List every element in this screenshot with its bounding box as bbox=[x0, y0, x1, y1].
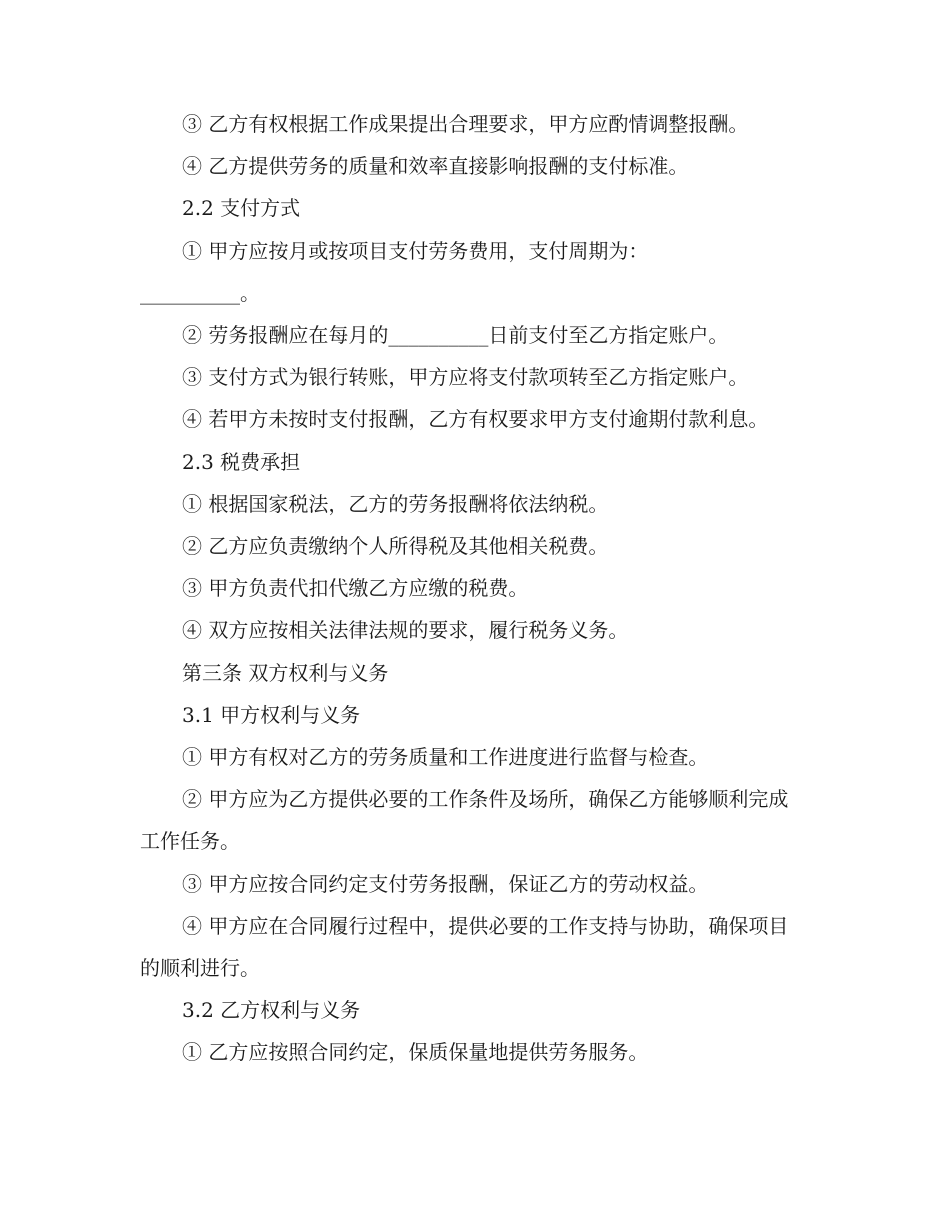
paragraph-income-tax: ② 乙方应负责缴纳个人所得税及其他相关税费。 bbox=[182, 534, 609, 559]
paragraph-payment-adjustment: ③ 乙方有权根据工作成果提出合理要求，甲方应酌情调整报酬。 bbox=[182, 112, 749, 136]
article-heading-3: 第三条 双方权利与义务 bbox=[182, 660, 389, 685]
paragraph-tax-obligation: ④ 双方应按相关法律法规的要求，履行税务义务。 bbox=[182, 618, 629, 643]
paragraph-withholding: ③ 甲方负责代扣代缴乙方应缴的税费。 bbox=[182, 576, 529, 601]
paragraph-party-a-payment: ③ 甲方应按合同约定支付劳务报酬，保证乙方的劳动权益。 bbox=[182, 871, 709, 896]
section-heading-3-2: 3.2 乙方权利与义务 bbox=[182, 998, 361, 1023]
paragraph-payment-standard: ④ 乙方提供劳务的质量和效率直接影响报酬的支付标准。 bbox=[182, 154, 689, 179]
paragraph-bank-transfer: ③ 支付方式为银行转账，甲方应将支付款项转至乙方指定账户。 bbox=[182, 365, 749, 390]
paragraph-tax-law: ① 根据国家税法，乙方的劳务报酬将依法纳税。 bbox=[182, 491, 609, 516]
section-heading-2-3: 2.3 税费承担 bbox=[182, 449, 301, 474]
paragraph-payment-cycle: ① 甲方应按月或按项目支付劳务费用，支付周期为： bbox=[182, 238, 649, 263]
section-heading-3-1: 3.1 甲方权利与义务 bbox=[182, 702, 361, 727]
section-heading-2-2: 2.2 支付方式 bbox=[182, 196, 301, 221]
paragraph-party-a-supervision: ① 甲方有权对乙方的劳务质量和工作进度进行监督与检查。 bbox=[182, 745, 709, 770]
paragraph-party-a-support: ④ 甲方应在合同履行过程中，提供必要的工作支持与协助，确保项目的顺利进行。 bbox=[140, 913, 789, 981]
paragraph-late-interest: ④ 若甲方未按时支付报酬，乙方有权要求甲方支付逾期付款利息。 bbox=[182, 407, 769, 432]
paragraph-payment-date: ② 劳务报酬应在每月的__________日前支付至乙方指定账户。 bbox=[182, 323, 729, 348]
paragraph-party-b-service: ① 乙方应按照合同约定，保质保量地提供劳务服务。 bbox=[182, 1040, 649, 1065]
document-body bbox=[140, 103, 808, 1074]
paragraph-party-a-conditions: ② 甲方应为乙方提供必要的工作条件及场所，确保乙方能够顺利完成工作任务。 bbox=[140, 787, 789, 854]
blank-payment-cycle: __________。 bbox=[140, 280, 260, 305]
